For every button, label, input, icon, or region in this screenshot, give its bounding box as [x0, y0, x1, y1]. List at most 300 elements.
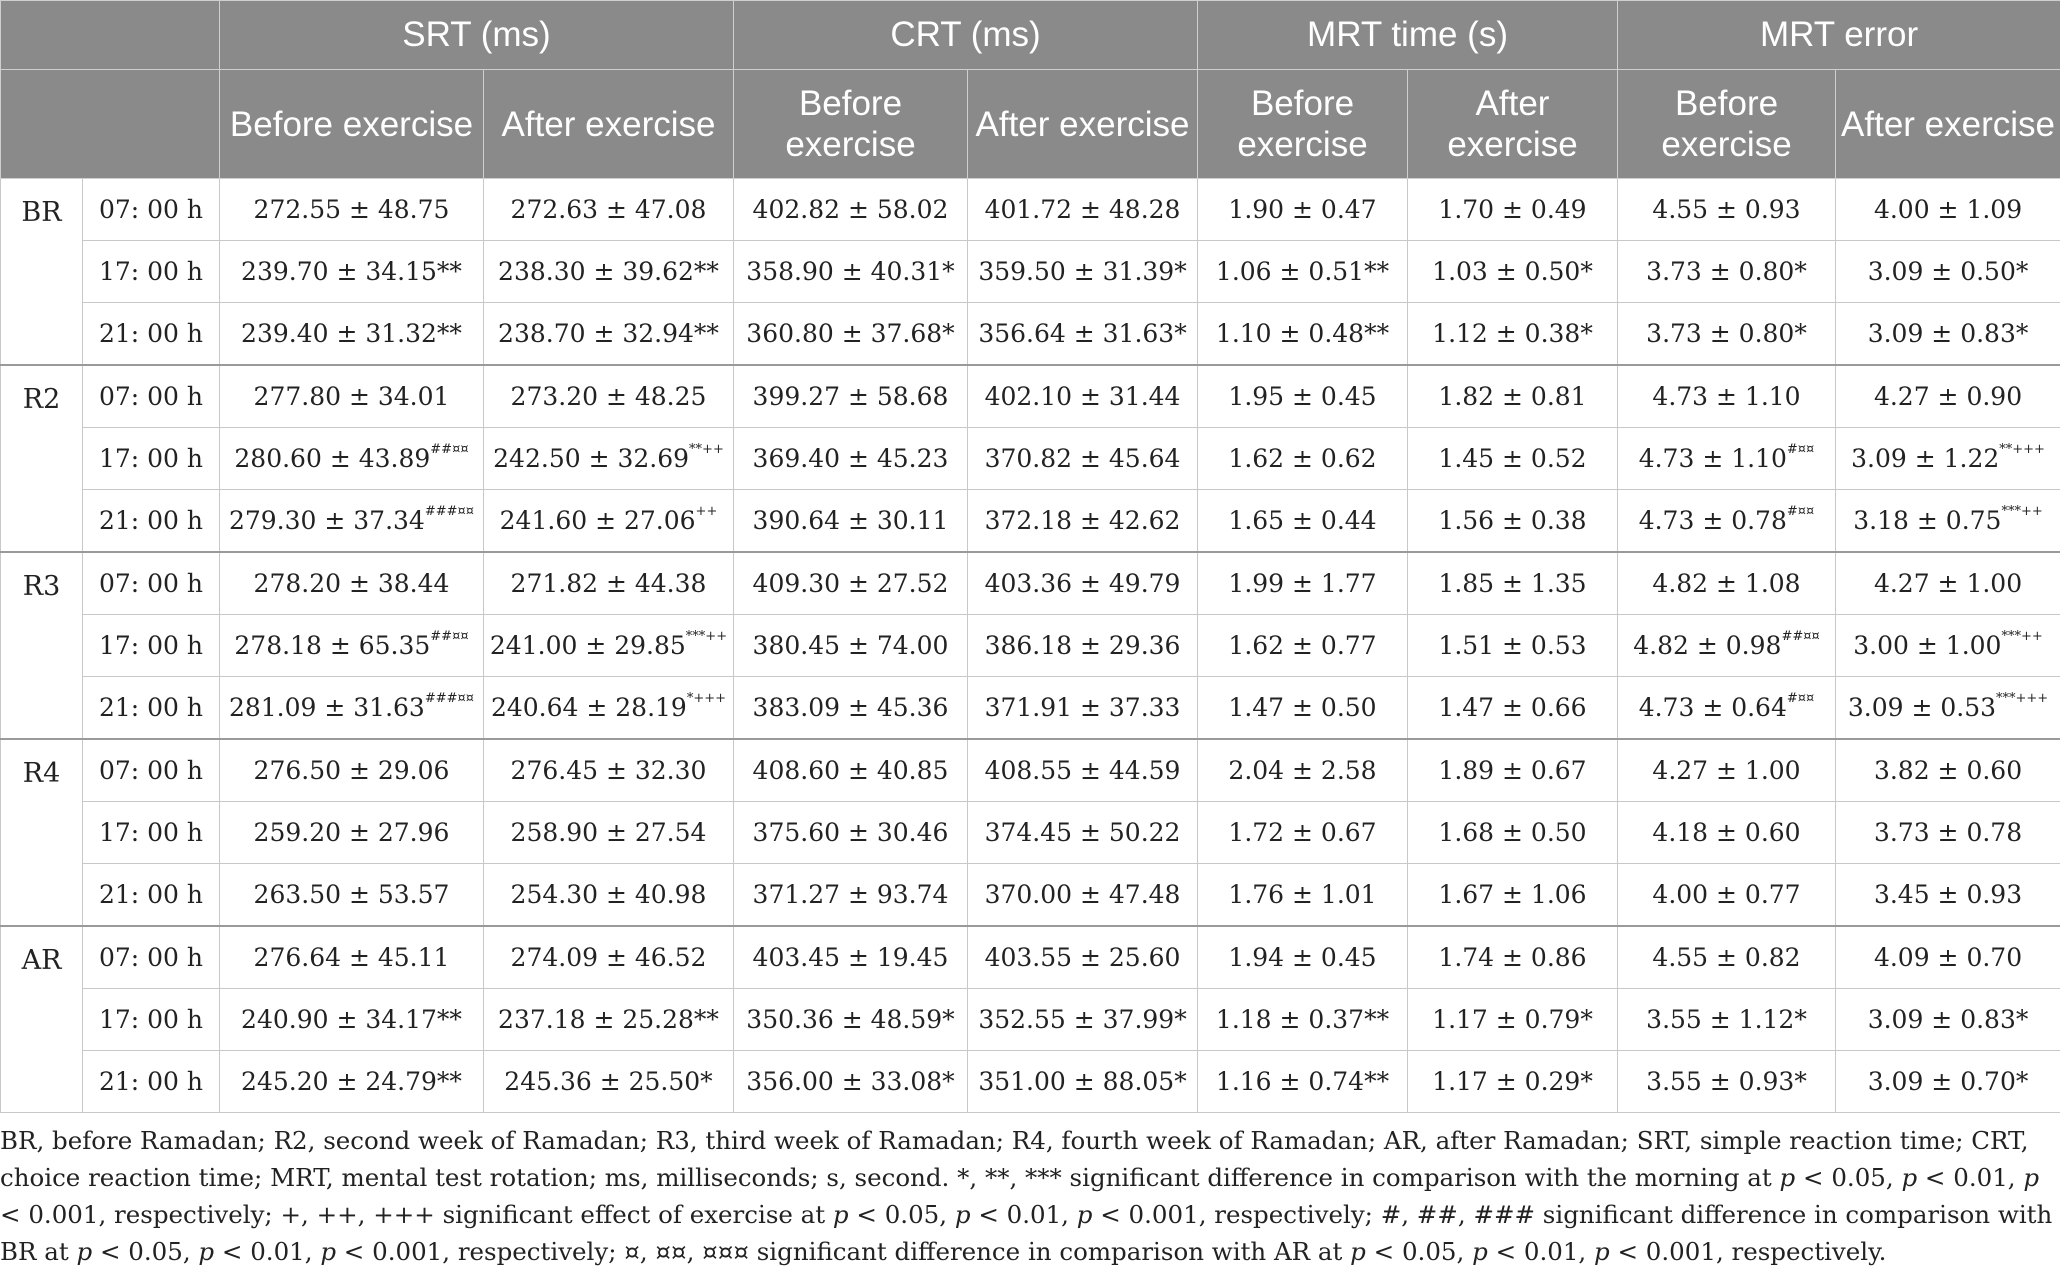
cell-value: 241.60 ± 27.06: [499, 506, 696, 535]
value-cell: [1836, 864, 2060, 927]
cell-value: 4.27 ± 1.00: [1652, 756, 1801, 785]
table-row: [1, 739, 2060, 802]
cell-value: 369.40 ± 45.23: [752, 444, 949, 473]
value-cell: [484, 428, 734, 490]
value-cell: [1618, 303, 1836, 366]
p-value: < 0.001, respectively;: [1092, 1200, 1381, 1229]
value-cell: [1836, 802, 2060, 864]
significance-marker: ##¤¤: [430, 629, 469, 644]
cell-value: 237.18 ± 25.28**: [498, 1005, 719, 1034]
row-group-label: R3: [1, 552, 83, 739]
cell-value: 278.20 ± 38.44: [253, 569, 450, 598]
cell-value: 360.80 ± 37.68*: [746, 319, 955, 348]
value-cell: [1408, 989, 1618, 1051]
cell-value: 1.17 ± 0.29*: [1432, 1067, 1593, 1096]
cell-value: 276.45 ± 32.30: [510, 756, 707, 785]
table-row: [1, 365, 2060, 428]
table-row: [1, 241, 2060, 303]
cell-value: 239.40 ± 31.32**: [241, 319, 462, 348]
cell-value: 271.82 ± 44.38: [510, 569, 707, 598]
cell-value: 358.90 ± 40.31*: [746, 257, 955, 286]
time-cell: 17: 00 h: [83, 615, 220, 677]
value-cell: [1618, 615, 1836, 677]
p-symbol: p: [1779, 1163, 1796, 1192]
cell-value: 408.60 ± 40.85: [752, 756, 949, 785]
value-cell: [1618, 428, 1836, 490]
cell-value: 240.64 ± 28.19: [490, 693, 687, 722]
value-cell: [484, 802, 734, 864]
value-cell: [484, 615, 734, 677]
p-symbol: p: [76, 1237, 93, 1266]
cell-value: 1.68 ± 0.50: [1438, 818, 1587, 847]
cell-value: 254.30 ± 40.98: [510, 880, 707, 909]
value-cell: [734, 615, 968, 677]
table-row: [1, 428, 2060, 490]
cell-value: 3.55 ± 0.93*: [1646, 1067, 1807, 1096]
cell-value: 1.62 ± 0.77: [1228, 631, 1377, 660]
cell-value: 4.55 ± 0.82: [1652, 943, 1801, 972]
footnote-text-1: BR, before Ramadan; R2, second week of Ramadan; R3, third week of Ramadan; R4, fourth week of Ramadan; AR, after Ramadan; SRT, simple reaction time; CRT, choice reaction time; MRT, mental test rotation; ms, milliseconds; s, second. *, **, *** significant difference in comparison with the morning at: [0, 1126, 2029, 1192]
cell-value: 1.89 ± 0.67: [1438, 756, 1587, 785]
value-cell: [1408, 802, 1618, 864]
table-row: [1, 615, 2060, 677]
value-cell: [968, 864, 1198, 927]
cell-value: 1.62 ± 0.62: [1228, 444, 1377, 473]
value-cell: [968, 989, 1198, 1051]
row-group-label: R4: [1, 739, 83, 926]
header-crt: CRT (ms): [734, 1, 1198, 70]
value-cell: [1198, 615, 1408, 677]
cell-value: 4.09 ± 0.70: [1873, 943, 2023, 972]
value-cell: [1198, 303, 1408, 366]
p-value: < 0.01,: [1917, 1163, 2024, 1192]
cell-value: 1.51 ± 0.53: [1438, 631, 1587, 660]
value-cell: [734, 802, 968, 864]
significance-marker: *+++: [686, 691, 727, 706]
cell-value: 3.82 ± 0.60: [1873, 756, 2023, 785]
value-cell: [1198, 241, 1408, 303]
p-value: < 0.001, respectively;: [0, 1200, 281, 1229]
header-before-exercise: Before exercise: [1198, 70, 1408, 179]
value-cell: [1618, 490, 1836, 553]
value-cell: [734, 926, 968, 989]
value-cell: [484, 864, 734, 927]
cell-value: 390.64 ± 30.11: [752, 506, 949, 535]
value-cell: [1618, 802, 1836, 864]
value-cell: [1198, 926, 1408, 989]
cell-value: 1.17 ± 0.79*: [1432, 1005, 1593, 1034]
value-cell: [1408, 179, 1618, 241]
value-cell: [734, 989, 968, 1051]
p-value: < 0.05,: [848, 1200, 955, 1229]
value-cell: [1408, 490, 1618, 553]
p-symbol: p: [832, 1200, 849, 1229]
value-cell: [220, 802, 484, 864]
significance-marker: **++: [689, 442, 724, 457]
table-body: [1, 179, 2060, 1113]
value-cell: [1408, 552, 1618, 615]
value-cell: [1408, 428, 1618, 490]
significance-marker: ++: [695, 504, 718, 519]
header-after-exercise: After exercise: [968, 70, 1198, 179]
value-cell: [968, 490, 1198, 553]
value-cell: [1836, 1051, 2060, 1113]
table-row: [1, 1051, 2060, 1113]
value-cell: [484, 739, 734, 802]
header-mrt-error: MRT error: [1618, 1, 2060, 70]
footnote-text-4: ¤, ¤¤, ¤¤¤ significant difference in comparison with AR at: [624, 1237, 1351, 1266]
value-cell: [1198, 552, 1408, 615]
cell-value: 4.55 ± 0.93: [1652, 195, 1801, 224]
value-cell: [484, 303, 734, 366]
time-cell: 17: 00 h: [83, 241, 220, 303]
cell-value: 4.27 ± 1.00: [1873, 569, 2023, 598]
cell-value: 1.12 ± 0.38*: [1432, 319, 1593, 348]
table-row: [1, 303, 2060, 366]
value-cell: [734, 179, 968, 241]
cell-value: 281.09 ± 31.63: [228, 693, 425, 722]
value-cell: [1408, 677, 1618, 740]
cell-value: 3.09 ± 0.50*: [1867, 257, 2029, 286]
value-cell: [1836, 179, 2060, 241]
cell-value: 238.30 ± 39.62**: [498, 257, 719, 286]
cell-value: 3.09 ± 1.22: [1851, 444, 2000, 473]
value-cell: [220, 303, 484, 366]
cell-value: 1.65 ± 0.44: [1228, 506, 1377, 535]
cell-value: 1.10 ± 0.48**: [1215, 319, 1390, 348]
cell-value: 402.82 ± 58.02: [752, 195, 949, 224]
p-symbol: p: [1350, 1237, 1366, 1266]
cell-value: 3.73 ± 0.78: [1873, 818, 2023, 847]
table-row: [1, 989, 2060, 1051]
value-cell: [1836, 428, 2060, 490]
significance-marker: ***++: [2001, 504, 2043, 519]
cell-value: 4.82 ± 0.98: [1633, 631, 1782, 660]
cell-value: 1.47 ± 0.66: [1438, 693, 1587, 722]
cell-value: 280.60 ± 43.89: [234, 444, 431, 473]
value-cell: [484, 179, 734, 241]
value-cell: [968, 552, 1198, 615]
cell-value: 4.27 ± 0.90: [1873, 382, 2023, 411]
header-srt: SRT (ms): [220, 1, 734, 70]
value-cell: [734, 677, 968, 740]
cell-value: 274.09 ± 46.52: [510, 943, 707, 972]
value-cell: [1198, 864, 1408, 927]
value-cell: [1836, 365, 2060, 428]
cell-value: 1.06 ± 0.51**: [1215, 257, 1390, 286]
cell-value: 403.36 ± 49.79: [984, 569, 1181, 598]
value-cell: [1198, 802, 1408, 864]
value-cell: [1408, 1051, 1618, 1113]
value-cell: [1836, 490, 2060, 553]
time-cell: 07: 00 h: [83, 179, 220, 241]
cell-value: 3.09 ± 0.70*: [1867, 1067, 2029, 1096]
time-cell: 17: 00 h: [83, 802, 220, 864]
cell-value: 239.70 ± 34.15**: [241, 257, 462, 286]
value-cell: [1408, 303, 1618, 366]
value-cell: [1618, 552, 1836, 615]
cell-value: 371.27 ± 93.74: [752, 880, 949, 909]
time-cell: 17: 00 h: [83, 428, 220, 490]
value-cell: [1836, 241, 2060, 303]
significance-marker: **+++: [1999, 442, 2045, 457]
value-cell: [1618, 864, 1836, 927]
cell-value: 386.18 ± 29.36: [984, 631, 1181, 660]
cell-value: 258.90 ± 27.54: [510, 818, 707, 847]
table-row: [1, 926, 2060, 989]
value-cell: [220, 677, 484, 740]
value-cell: [734, 739, 968, 802]
header-group-row: [1, 1, 2060, 70]
significance-marker: ##¤¤: [1781, 629, 1820, 644]
cell-value: 279.30 ± 37.34: [228, 506, 425, 535]
header-mrt-time: MRT time (s): [1198, 1, 1618, 70]
value-cell: [734, 303, 968, 366]
cell-value: 370.00 ± 47.48: [984, 880, 1181, 909]
p-symbol: p: [1472, 1237, 1488, 1266]
p-value: < 0.05,: [1795, 1163, 1902, 1192]
cell-value: 409.30 ± 27.52: [752, 569, 949, 598]
cell-value: 276.50 ± 29.06: [253, 756, 450, 785]
significance-marker: ***+++: [1996, 691, 2049, 706]
significance-marker: ##¤¤: [430, 442, 469, 457]
time-cell: 21: 00 h: [83, 677, 220, 740]
value-cell: [734, 1051, 968, 1113]
value-cell: [1618, 677, 1836, 740]
value-cell: [484, 552, 734, 615]
value-cell: [484, 241, 734, 303]
cell-value: 403.45 ± 19.45: [752, 943, 949, 972]
cell-value: 401.72 ± 48.28: [984, 195, 1181, 224]
cell-value: 380.45 ± 74.00: [752, 631, 949, 660]
cell-value: 1.16 ± 0.74**: [1215, 1067, 1390, 1096]
header-before-exercise: Before exercise: [220, 70, 484, 179]
table-row: [1, 179, 2060, 241]
time-cell: 17: 00 h: [83, 989, 220, 1051]
value-cell: [1408, 365, 1618, 428]
row-group-label: BR: [1, 179, 83, 366]
cell-value: 1.18 ± 0.37**: [1215, 1005, 1390, 1034]
p-value: < 0.01,: [214, 1237, 321, 1266]
cell-value: 3.09 ± 0.53: [1847, 693, 1997, 722]
cell-value: 356.64 ± 31.63*: [978, 319, 1187, 348]
cell-value: 1.70 ± 0.49: [1438, 195, 1587, 224]
cell-value: 351.00 ± 88.05*: [978, 1067, 1187, 1096]
cell-value: 3.73 ± 0.80*: [1646, 257, 1807, 286]
footnote-text-3: #, ##, ### significant difference in comparison with BR at: [0, 1200, 2053, 1266]
time-cell: 21: 00 h: [83, 490, 220, 553]
value-cell: [968, 241, 1198, 303]
value-cell: [1836, 926, 2060, 989]
value-cell: [1408, 926, 1618, 989]
value-cell: [220, 179, 484, 241]
cell-value: 4.73 ± 0.78: [1638, 506, 1787, 535]
cell-value: 383.09 ± 45.36: [752, 693, 949, 722]
cell-value: 245.20 ± 24.79**: [241, 1067, 462, 1096]
cell-value: 259.20 ± 27.96: [253, 818, 450, 847]
cell-value: 3.18 ± 0.75: [1853, 506, 2002, 535]
cell-value: 245.36 ± 25.50*: [504, 1067, 713, 1096]
value-cell: [1836, 739, 2060, 802]
value-cell: [1198, 677, 1408, 740]
cell-value: 408.55 ± 44.59: [984, 756, 1181, 785]
value-cell: [734, 864, 968, 927]
header-after-exercise: After exercise: [1408, 70, 1618, 179]
value-cell: [734, 552, 968, 615]
value-cell: [1198, 179, 1408, 241]
value-cell: [1198, 989, 1408, 1051]
value-cell: [220, 615, 484, 677]
time-cell: 07: 00 h: [83, 739, 220, 802]
p-symbol: p: [2023, 1163, 2040, 1192]
value-cell: [734, 490, 968, 553]
cell-value: 277.80 ± 34.01: [253, 382, 450, 411]
row-group-label: R2: [1, 365, 83, 552]
significance-marker: ###¤¤: [424, 504, 475, 519]
value-cell: [734, 365, 968, 428]
cell-value: 4.82 ± 1.08: [1652, 569, 1801, 598]
p-value: < 0.01,: [970, 1200, 1077, 1229]
significance-marker: ***++: [2001, 629, 2043, 644]
cell-value: 3.73 ± 0.80*: [1646, 319, 1807, 348]
cell-value: 352.55 ± 37.99*: [978, 1005, 1187, 1034]
table-row: [1, 552, 2060, 615]
value-cell: [220, 241, 484, 303]
value-cell: [968, 428, 1198, 490]
value-cell: [1618, 739, 1836, 802]
significance-marker: #¤¤: [1786, 442, 1815, 457]
p-symbol: p: [1076, 1200, 1093, 1229]
value-cell: [484, 490, 734, 553]
value-cell: [968, 1051, 1198, 1113]
value-cell: [1198, 365, 1408, 428]
value-cell: [968, 677, 1198, 740]
value-cell: [1618, 179, 1836, 241]
header-before-exercise: Before exercise: [734, 70, 968, 179]
cell-value: 263.50 ± 53.57: [253, 880, 450, 909]
cell-value: 4.00 ± 0.77: [1652, 880, 1801, 909]
value-cell: [1198, 490, 1408, 553]
value-cell: [484, 1051, 734, 1113]
header-corner: [1, 1, 220, 70]
value-cell: [1618, 989, 1836, 1051]
cell-value: 374.45 ± 50.22: [984, 818, 1181, 847]
value-cell: [1408, 739, 1618, 802]
value-cell: [220, 1051, 484, 1113]
cell-value: 1.56 ± 0.38: [1438, 506, 1587, 535]
cell-value: 4.18 ± 0.60: [1652, 818, 1801, 847]
header-after-exercise: After exercise: [1836, 70, 2060, 179]
value-cell: [220, 490, 484, 553]
cell-value: 276.64 ± 45.11: [253, 943, 450, 972]
cell-value: 1.99 ± 1.77: [1228, 569, 1377, 598]
cell-value: 1.85 ± 1.35: [1438, 569, 1587, 598]
row-group-label: AR: [1, 926, 83, 1113]
p-value: < 0.05,: [92, 1237, 199, 1266]
cell-value: 238.70 ± 32.94**: [498, 319, 719, 348]
p-value: < 0.001, respectively.: [1609, 1237, 1887, 1266]
value-cell: [220, 739, 484, 802]
value-cell: [484, 989, 734, 1051]
significance-marker: ***++: [685, 629, 728, 644]
p-value: < 0.05,: [1365, 1237, 1473, 1266]
cell-value: 1.72 ± 0.67: [1228, 818, 1377, 847]
value-cell: [734, 241, 968, 303]
value-cell: [968, 739, 1198, 802]
cell-value: 1.45 ± 0.52: [1438, 444, 1587, 473]
value-cell: [1618, 1051, 1836, 1113]
value-cell: [968, 365, 1198, 428]
cell-value: 272.63 ± 47.08: [510, 195, 707, 224]
cell-value: 350.36 ± 48.59*: [746, 1005, 955, 1034]
cell-value: 359.50 ± 31.39*: [978, 257, 1187, 286]
cell-value: 372.18 ± 42.62: [984, 506, 1181, 535]
cell-value: 1.47 ± 0.50: [1228, 693, 1377, 722]
value-cell: [220, 365, 484, 428]
cell-value: 3.09 ± 0.83*: [1867, 319, 2029, 348]
cell-value: 3.55 ± 1.12*: [1646, 1005, 1807, 1034]
value-cell: [1836, 677, 2060, 740]
cell-value: 1.90 ± 0.47: [1228, 195, 1377, 224]
time-cell: 07: 00 h: [83, 926, 220, 989]
cell-value: 2.04 ± 2.58: [1228, 756, 1377, 785]
cell-value: 242.50 ± 32.69: [493, 444, 690, 473]
header-before-exercise: Before exercise: [1618, 70, 1836, 179]
header-after-exercise: After exercise: [484, 70, 734, 179]
value-cell: [220, 926, 484, 989]
time-cell: 07: 00 h: [83, 365, 220, 428]
value-cell: [220, 989, 484, 1051]
footnote-text-2: +, ++, +++ significant effect of exercise at: [280, 1200, 833, 1229]
value-cell: [734, 428, 968, 490]
cell-value: 356.00 ± 33.08*: [746, 1067, 955, 1096]
p-symbol: p: [320, 1237, 337, 1266]
value-cell: [220, 552, 484, 615]
table-row: [1, 864, 2060, 927]
value-cell: [1836, 615, 2060, 677]
cell-value: 1.82 ± 0.81: [1438, 382, 1587, 411]
time-cell: 21: 00 h: [83, 1051, 220, 1113]
cell-value: 4.73 ± 1.10: [1652, 382, 1801, 411]
table-footnote: [0, 1122, 2060, 1270]
p-symbol: p: [1901, 1163, 1918, 1192]
cell-value: 370.82 ± 45.64: [984, 444, 1181, 473]
value-cell: [968, 303, 1198, 366]
value-cell: [220, 428, 484, 490]
value-cell: [484, 365, 734, 428]
p-symbol: p: [198, 1237, 215, 1266]
value-cell: [1836, 303, 2060, 366]
cell-value: 1.03 ± 0.50*: [1432, 257, 1593, 286]
header-sub-corner: [1, 70, 220, 179]
value-cell: [1198, 739, 1408, 802]
cell-value: 403.55 ± 25.60: [984, 943, 1181, 972]
cell-value: 4.00 ± 1.09: [1873, 195, 2023, 224]
time-cell: 07: 00 h: [83, 552, 220, 615]
table-row: [1, 802, 2060, 864]
cell-value: 371.91 ± 37.33: [984, 693, 1181, 722]
table-row: [1, 677, 2060, 740]
cell-value: 375.60 ± 30.46: [752, 818, 949, 847]
cell-value: 273.20 ± 48.25: [510, 382, 707, 411]
cell-value: 3.45 ± 0.93: [1873, 880, 2023, 909]
value-cell: [1408, 241, 1618, 303]
cell-value: 278.18 ± 65.35: [234, 631, 431, 660]
time-cell: 21: 00 h: [83, 303, 220, 366]
cell-value: 399.27 ± 58.68: [752, 382, 949, 411]
cell-value: 3.09 ± 0.83*: [1867, 1005, 2029, 1034]
value-cell: [1618, 365, 1836, 428]
